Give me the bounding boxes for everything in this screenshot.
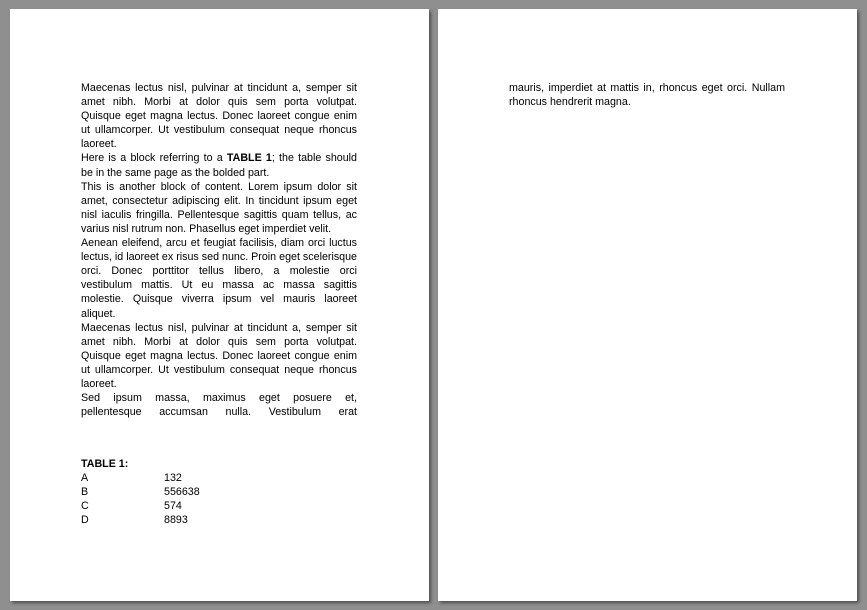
table-title: TABLE 1: (81, 458, 129, 470)
table-row (81, 471, 357, 485)
paragraph: Sed ipsum massa, maximus eget posuere et, pellentesque accumsan nulla. Vestibulum erat (81, 392, 357, 419)
table-cell-value: 574 (164, 500, 182, 513)
table-cell-value: 132 (164, 472, 182, 485)
table-row (81, 513, 357, 527)
table-cell-value: 8893 (164, 514, 188, 527)
page-2-text-column (509, 81, 785, 109)
table-cell-label: B (81, 486, 89, 499)
paragraph: Maecenas lectus nisl, pulvinar at tincidunt a, semper sit amet nibh. Morbi at dolor quis sem porta volutpat. Quisque eget magna lectus. Donec laoreet congue enim ut ullamcorper. Ut vestibulum consequat neque rhoncus laoreet. (81, 82, 357, 151)
table-row (81, 485, 357, 499)
page-1-text-column (81, 81, 357, 419)
reference-text-after: ; the table should be in the same page as the bolded part. (81, 152, 357, 179)
table-1 (81, 457, 357, 527)
table-cell-label: A (81, 472, 89, 485)
page-2 (438, 9, 857, 601)
table-cell-label: D (81, 514, 89, 527)
page-1 (10, 9, 429, 601)
paragraph: Maecenas lectus nisl, pulvinar at tincidunt a, semper sit amet nibh. Morbi at dolor quis sem porta volutpat. Quisque eget magna lectus. Donec laoreet congue enim ut ullamcorper. Ut vestibulum consequat neque rhoncus laoreet. (81, 321, 357, 390)
table-reference-bold: TABLE 1 (226, 152, 272, 165)
paragraph-table-reference (81, 151, 357, 179)
paragraph: mauris, imperdiet at mattis in, rhoncus eget orci. Nullam rhoncus hendrerit magna. (509, 82, 785, 109)
table-cell-label: C (81, 500, 89, 513)
paragraph: This is another block of content. Lorem ipsum dolor sit amet, consectetur adipiscing elit. In tincidunt ipsum eget nisl iaculis fringilla. Pellentesque sagittis quam tellus, ac varius nisl rutrum non. Phasellus eget imperdiet velit. (81, 180, 357, 235)
table-row (81, 499, 357, 513)
reference-text-before: Here is a block referring to a (81, 152, 227, 165)
paragraph: Aenean eleifend, arcu et feugiat facilisis, diam orci luctus lectus, id laoreet ex risus sed nunc. Proin eget scelerisque orci. Donec porttitor tellus libero, a molestie orci vestibulum mattis. Ut eu massa ac massa sagittis molestie. Quisque viverra ipsum vel mauris laoreet aliquet. (81, 237, 357, 320)
table-cell-value: 556638 (164, 486, 200, 499)
